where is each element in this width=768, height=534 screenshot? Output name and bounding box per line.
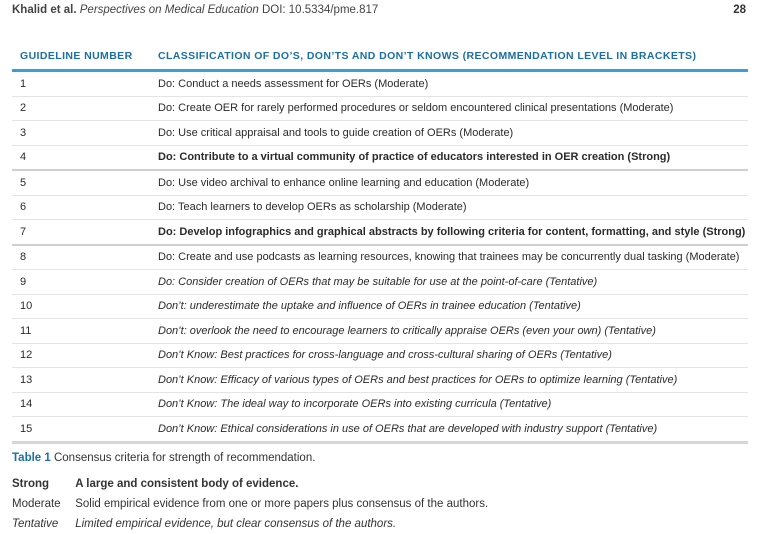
table-row [12, 170, 748, 195]
guideline-text: Do: Contribute to a virtual community of practice of educators interested in OER creation (Strong) [158, 145, 748, 170]
table-row [12, 245, 748, 270]
table-row [12, 121, 748, 146]
column-header-number: GUIDELINE NUMBER [12, 43, 158, 71]
guideline-number: 3 [12, 121, 158, 146]
legend-row-strong [12, 474, 488, 494]
running-header [12, 4, 746, 20]
table-caption-text: Consensus criteria for strength of recommendation. [53, 452, 316, 464]
table-row [12, 96, 748, 121]
header-journal: Perspectives on Medical Education [79, 4, 259, 16]
guideline-text: Don’t Know: Ethical considerations in use of OERs that are developed with industry support (Tentative) [158, 417, 748, 443]
table-row [12, 145, 748, 170]
guideline-number: 2 [12, 96, 158, 121]
legend-term: Tentative [12, 518, 59, 530]
guideline-number: 6 [12, 195, 158, 220]
guideline-number: 13 [12, 368, 158, 393]
legend-term: Moderate [12, 498, 61, 510]
guideline-number: 15 [12, 417, 158, 443]
table-row [12, 294, 748, 319]
table-row [12, 195, 748, 220]
table-row [12, 368, 748, 393]
column-header-classification: CLASSIFICATION OF DO’S, DON’TS AND DON’T KNOWS (RECOMMENDATION LEVEL IN BRACKETS) [158, 43, 748, 71]
guideline-text: Don’t: underestimate the uptake and influence of OERs in trainee education (Tentative) [158, 294, 748, 319]
table-row [12, 71, 748, 97]
guideline-text: Do: Create and use podcasts as learning resources, knowing that trainees may be concurrently dual tasking (Moderate) [158, 245, 748, 270]
legend-row-tentative [12, 514, 488, 534]
legend-row-moderate [12, 494, 488, 514]
recommendation-legend [12, 474, 488, 534]
legend-description: Limited empirical evidence, but clear consensus of the authors. [75, 518, 397, 530]
guideline-text: Don’t Know: The ideal way to incorporate OERs into existing curricula (Tentative) [158, 392, 748, 417]
guideline-text: Do: Use critical appraisal and tools to guide creation of OERs (Moderate) [158, 121, 748, 146]
guideline-text: Don’t Know: Best practices for cross-language and cross-cultural sharing of OERs (Tentative) [158, 343, 748, 368]
guideline-text: Do: Consider creation of OERs that may be suitable for use at the point-of-care (Tentative) [158, 270, 748, 295]
guideline-text: Don’t Know: Efficacy of various types of OERs and best practices for OERs to optimize learning (Tentative) [158, 368, 748, 393]
table-caption-label: Table 1 [12, 452, 51, 464]
page-number: 28 [733, 4, 746, 16]
header-authors: Khalid et al. [12, 4, 77, 16]
guideline-text: Do: Create OER for rarely performed procedures or seldom encountered clinical presentations (Moderate) [158, 96, 748, 121]
guideline-text: Do: Conduct a needs assessment for OERs (Moderate) [158, 71, 748, 97]
legend-description: Solid empirical evidence from one or more papers plus consensus of the authors. [75, 498, 489, 510]
guideline-number: 4 [12, 145, 158, 170]
guideline-number: 14 [12, 392, 158, 417]
table-row [12, 343, 748, 368]
header-doi: DOI: 10.5334/pme.817 [261, 4, 379, 16]
legend-term: Strong [12, 478, 50, 490]
guideline-text: Do: Develop infographics and graphical abstracts by following criteria for content, formatting, and style (Strong) [158, 220, 748, 245]
table-caption [12, 452, 315, 464]
table-row [12, 392, 748, 417]
guideline-text: Don’t: overlook the need to encourage learners to critically appraise OERs (even your own) (Tentative) [158, 319, 748, 344]
table-row [12, 417, 748, 443]
guideline-text: Do: Use video archival to enhance online learning and education (Moderate) [158, 170, 748, 195]
guideline-number: 5 [12, 170, 158, 195]
table-row [12, 270, 748, 295]
guideline-number: 9 [12, 270, 158, 295]
guideline-number: 7 [12, 220, 158, 245]
guideline-number: 1 [12, 71, 158, 97]
table-header-row [12, 43, 748, 71]
guideline-number: 10 [12, 294, 158, 319]
table-row [12, 220, 748, 245]
legend-description: A large and consistent body of evidence. [75, 478, 299, 490]
guideline-number: 8 [12, 245, 158, 270]
guideline-number: 11 [12, 319, 158, 344]
guideline-number: 12 [12, 343, 158, 368]
guidelines-table [12, 43, 748, 444]
guideline-text: Do: Teach learners to develop OERs as scholarship (Moderate) [158, 195, 748, 220]
table-row [12, 319, 748, 344]
